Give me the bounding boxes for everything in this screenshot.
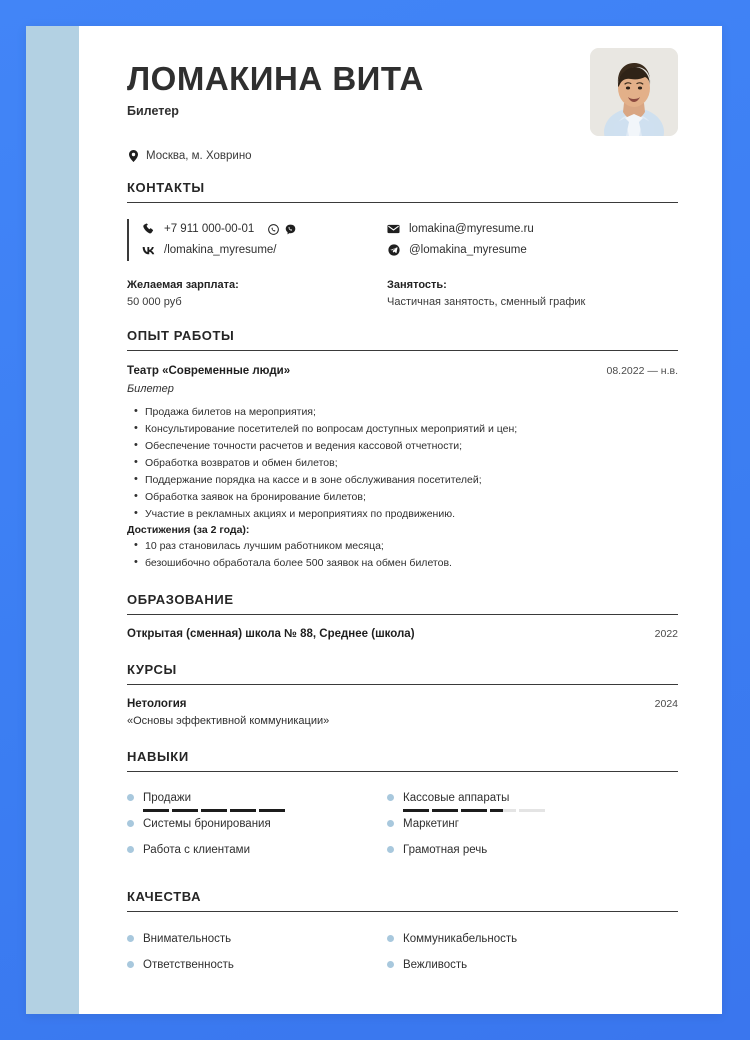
decorative-side-strip xyxy=(26,26,79,1014)
skill-item xyxy=(127,837,387,863)
skill-item xyxy=(387,837,647,863)
email-icon xyxy=(387,223,400,236)
qualities-column-left xyxy=(127,926,387,978)
section-title-education: ОБРАЗОВАНИЕ xyxy=(127,591,234,607)
section-experience xyxy=(127,328,678,572)
bullet-dot-icon xyxy=(127,961,134,968)
experience-role: Билетер xyxy=(127,382,174,395)
section-divider xyxy=(127,771,678,772)
section-education xyxy=(127,592,678,640)
course-entry xyxy=(127,698,678,727)
skill-label: Работа с клиентами xyxy=(143,843,250,856)
section-divider xyxy=(127,614,678,615)
skills-column-left xyxy=(127,785,387,863)
contact-phone-value: +7 911 000-00-01 xyxy=(164,223,255,236)
section-courses xyxy=(127,662,678,727)
quality-label: Вежливость xyxy=(403,958,468,971)
skill-label: Продажи xyxy=(143,791,192,804)
contacts-block xyxy=(127,219,678,261)
location xyxy=(127,150,424,163)
bullet-dot-icon xyxy=(127,820,134,827)
skill-item xyxy=(127,785,387,811)
bullet-dot-icon xyxy=(387,820,394,827)
contacts-column-right xyxy=(387,219,647,261)
experience-entry-header xyxy=(127,365,678,377)
experience-duties-list xyxy=(127,404,678,523)
contact-vk[interactable] xyxy=(142,240,387,261)
map-pin-icon xyxy=(127,150,140,163)
course-program: «Основы эффективной коммуникации» xyxy=(127,714,330,727)
skill-label: Грамотная речь xyxy=(403,843,488,856)
skill-label: Маркетинг xyxy=(403,817,459,830)
education-entry-header xyxy=(127,628,678,640)
list-item: • Консультирование посетителей по вопросам доступных мероприятий и цен; xyxy=(127,421,678,438)
experience-date: 08.2022 — н.в. xyxy=(606,364,678,377)
section-contacts xyxy=(127,180,678,308)
whatsapp-icon[interactable] xyxy=(267,223,280,236)
list-item: • Участие в рекламных акциях и мероприятиях по продвижению. xyxy=(127,506,678,523)
header-text-block xyxy=(127,48,424,163)
vk-icon xyxy=(142,244,155,257)
section-divider xyxy=(127,911,678,912)
quality-item xyxy=(127,926,387,952)
employment-label: Занятость: xyxy=(387,278,447,291)
contacts-column-left xyxy=(127,219,387,261)
telegram-icon xyxy=(387,244,400,257)
location-text: Москва, м. Ховрино xyxy=(146,150,252,163)
skill-item xyxy=(387,785,647,811)
job-title: Билетер xyxy=(127,103,179,118)
avatar xyxy=(590,48,678,136)
skill-item xyxy=(387,811,647,837)
section-divider xyxy=(127,202,678,203)
contact-email[interactable] xyxy=(387,219,647,240)
list-item: • Продажа билетов на мероприятия; xyxy=(127,404,678,421)
skill-item xyxy=(127,811,387,837)
employment-value: Частичная занятость, сменный график xyxy=(387,295,586,308)
resume-document xyxy=(26,26,722,1014)
qualities-column-right xyxy=(387,926,647,978)
skills-column-right xyxy=(387,785,647,863)
page-title: ЛОМАКИНА ВИТА xyxy=(127,60,424,97)
bullet-dot-icon xyxy=(127,794,134,801)
list-item: • 10 раз становилась лучшим работником месяца; xyxy=(127,538,678,555)
experience-achievements-list xyxy=(127,538,678,572)
section-divider xyxy=(127,684,678,685)
contact-telegram[interactable] xyxy=(387,240,647,261)
resume-header xyxy=(127,48,678,163)
skills-grid xyxy=(127,785,678,863)
quality-item xyxy=(387,926,647,952)
bullet-dot-icon xyxy=(387,794,394,801)
quality-label: Ответственность xyxy=(143,958,234,971)
qualities-grid xyxy=(127,926,678,978)
salary-block xyxy=(127,279,387,308)
course-provider: Нетология xyxy=(127,697,187,710)
list-item: • Поддержание порядка на кассе и в зоне обслуживания посетителей; xyxy=(127,472,678,489)
section-qualities xyxy=(127,889,678,978)
contact-vk-value: /lomakina_myresume/ xyxy=(164,244,277,257)
salary-label: Желаемая зарплата: xyxy=(127,278,239,291)
bullet-dot-icon xyxy=(127,846,134,853)
section-title-skills: НАВЫКИ xyxy=(127,748,189,764)
phone-messengers xyxy=(267,223,297,236)
course-year: 2024 xyxy=(654,697,678,710)
education-year: 2022 xyxy=(654,627,678,640)
list-item: • безошибочно обработала более 500 заявок на обмен билетов. xyxy=(127,555,678,572)
bullet-dot-icon xyxy=(387,935,394,942)
list-item: • Обеспечение точности расчетов и ведения кассовой отчетности; xyxy=(127,438,678,455)
section-divider xyxy=(127,350,678,351)
section-title-contacts: КОНТАКТЫ xyxy=(127,179,205,195)
section-skills xyxy=(127,749,678,863)
quality-label: Внимательность xyxy=(143,932,232,945)
bullet-dot-icon xyxy=(127,935,134,942)
quality-item xyxy=(127,952,387,978)
education-entry xyxy=(127,628,678,640)
achievements-label: Достижения (за 2 года): xyxy=(127,523,250,536)
bullet-dot-icon xyxy=(387,846,394,853)
section-title-qualities: КАЧЕСТВА xyxy=(127,888,202,904)
list-item: • Обработка возвратов и обмен билетов; xyxy=(127,455,678,472)
experience-organization: Театр «Современные люди» xyxy=(127,364,291,377)
section-title-courses: КУРСЫ xyxy=(127,661,177,677)
skill-label: Кассовые аппараты xyxy=(403,791,510,804)
education-institution: Открытая (сменная) школа № 88, Среднее (школа) xyxy=(127,627,415,640)
experience-entry xyxy=(127,365,678,572)
contact-phone[interactable] xyxy=(142,219,387,240)
phone-icon xyxy=(142,223,155,236)
list-item: • Обработка заявок на бронирование билетов; xyxy=(127,489,678,506)
quality-item xyxy=(387,952,647,978)
resume-content xyxy=(79,26,722,1014)
contact-email-value: lomakina@myresume.ru xyxy=(409,223,534,236)
skill-label: Системы бронирования xyxy=(143,817,271,830)
employment-block xyxy=(387,279,647,308)
section-title-experience: ОПЫТ РАБОТЫ xyxy=(127,327,235,343)
salary-value: 50 000 руб xyxy=(127,295,182,308)
quality-label: Коммуникабельность xyxy=(403,932,518,945)
contact-telegram-value: @lomakina_myresume xyxy=(409,244,527,257)
contacts-meta-block xyxy=(127,279,678,308)
bullet-dot-icon xyxy=(387,961,394,968)
viber-icon[interactable] xyxy=(284,223,297,236)
course-entry-header xyxy=(127,698,678,710)
